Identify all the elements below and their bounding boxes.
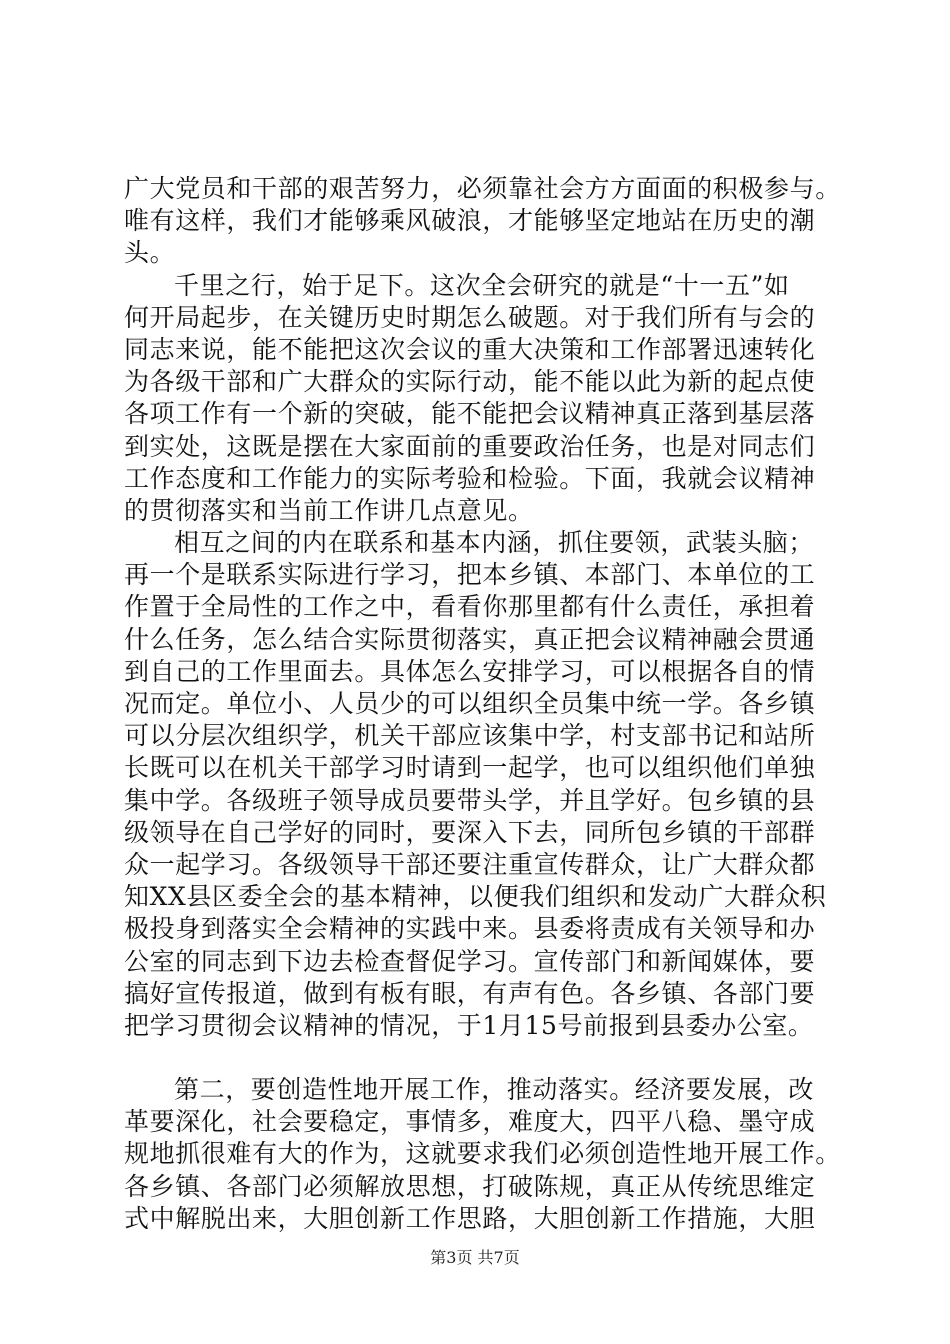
text-line: 极投身到落实全会精神的实践中来。县委将责成有关领导和办 <box>124 914 816 944</box>
text-line: 规地抓很难有大的作为，这就要求我们必须创造性地开展工作。 <box>124 1139 841 1169</box>
text-line: 搞好宣传报道，做到有板有眼，有声有色。各乡镇、各部门要 <box>124 978 816 1008</box>
text-line: 各乡镇、各部门必须解放思想，打破陈规，真正从传统思维定 <box>124 1171 816 1201</box>
text-line: 工作态度和工作能力的实际考验和检验。下面，我就会议精神 <box>124 463 816 493</box>
text-line: 可以分层次组织学，机关干部应该集中学，村支部书记和站所 <box>124 721 816 751</box>
document-body <box>124 173 841 1235</box>
paragraph-spacer <box>124 1042 834 1074</box>
text-line: 到实处，这既是摆在大家面前的重要政治任务，也是对同志们 <box>124 431 816 461</box>
text-line: 式中解脱出来，大胆创新工作思路，大胆创新工作措施，大胆 <box>124 1203 816 1233</box>
page-number-footer: 第3页 共7页 <box>430 1248 520 1267</box>
text-line: 到自己的工作里面去。具体怎么安排学习，可以根据各自的情 <box>124 656 816 686</box>
paragraph <box>124 527 834 1042</box>
text-line: 再一个是联系实际进行学习，把本乡镇、本部门、本单位的工 <box>124 560 816 590</box>
text-line: 公室的同志到下边去检查督促学习。宣传部门和新闻媒体，要 <box>124 946 816 976</box>
text-line: 相互之间的内在联系和基本内涵，抓住要领，武装头脑； <box>174 528 815 558</box>
text-line: 同志来说，能不能把这次会议的重大决策和工作部署迅速转化 <box>124 334 816 364</box>
text-line: 集中学。各级班子领导成员要带头学，并且学好。包乡镇的县 <box>124 785 816 815</box>
paragraph <box>124 173 841 270</box>
text-line: 头。 <box>124 238 176 268</box>
paragraph <box>124 1074 841 1235</box>
text-line: 革要深化，社会要稳定，事情多，难度大，四平八稳、墨守成 <box>124 1107 816 1137</box>
text-line: 知XX县区委全会的基本精神，以便我们组织和发动广大群众积 <box>124 882 827 912</box>
text-line: 把学习贯彻会议精神的情况，于1月15号前报到县委办公室。 <box>124 1010 814 1040</box>
text-line: 广大党员和干部的艰苦努力，必须靠社会方方面面的积极参与。 <box>124 174 841 203</box>
text-line: 什么任务，怎么结合实际贯彻落实，真正把会议精神融会贯通 <box>124 624 816 654</box>
text-line: 唯有这样，我们才能够乘风破浪，才能够坚定地站在历史的潮 <box>124 206 816 236</box>
paragraph <box>124 270 834 528</box>
text-line: 众一起学习。各级领导干部还要注重宣传群众，让广大群众都 <box>124 849 816 879</box>
text-line: 第二，要创造性地开展工作，推动落实。经济要发展，改 <box>174 1075 815 1105</box>
text-line: 的贯彻落实和当前工作讲几点意见。 <box>124 495 534 525</box>
text-line: 作置于全局性的工作之中，看看你那里都有什么责任，承担着 <box>124 592 816 622</box>
text-line: 千里之行，始于足下。这次全会研究的就是“十一五”如 <box>174 270 790 300</box>
text-line: 为各级干部和广大群众的实际行动，能不能以此为新的起点使 <box>124 367 816 397</box>
text-line: 何开局起步，在关键历史时期怎么破题。对于我们所有与会的 <box>124 302 816 332</box>
text-line: 级领导在自己学好的同时，要深入下去，同所包乡镇的干部群 <box>124 817 816 847</box>
text-line: 长既可以在机关干部学习时请到一起学，也可以组织他们单独 <box>124 753 816 783</box>
text-line: 各项工作有一个新的突破，能不能把会议精神真正落到基层落 <box>124 399 816 429</box>
text-line: 况而定。单位小、人员少的可以组织全员集中统一学。各乡镇 <box>124 689 816 718</box>
